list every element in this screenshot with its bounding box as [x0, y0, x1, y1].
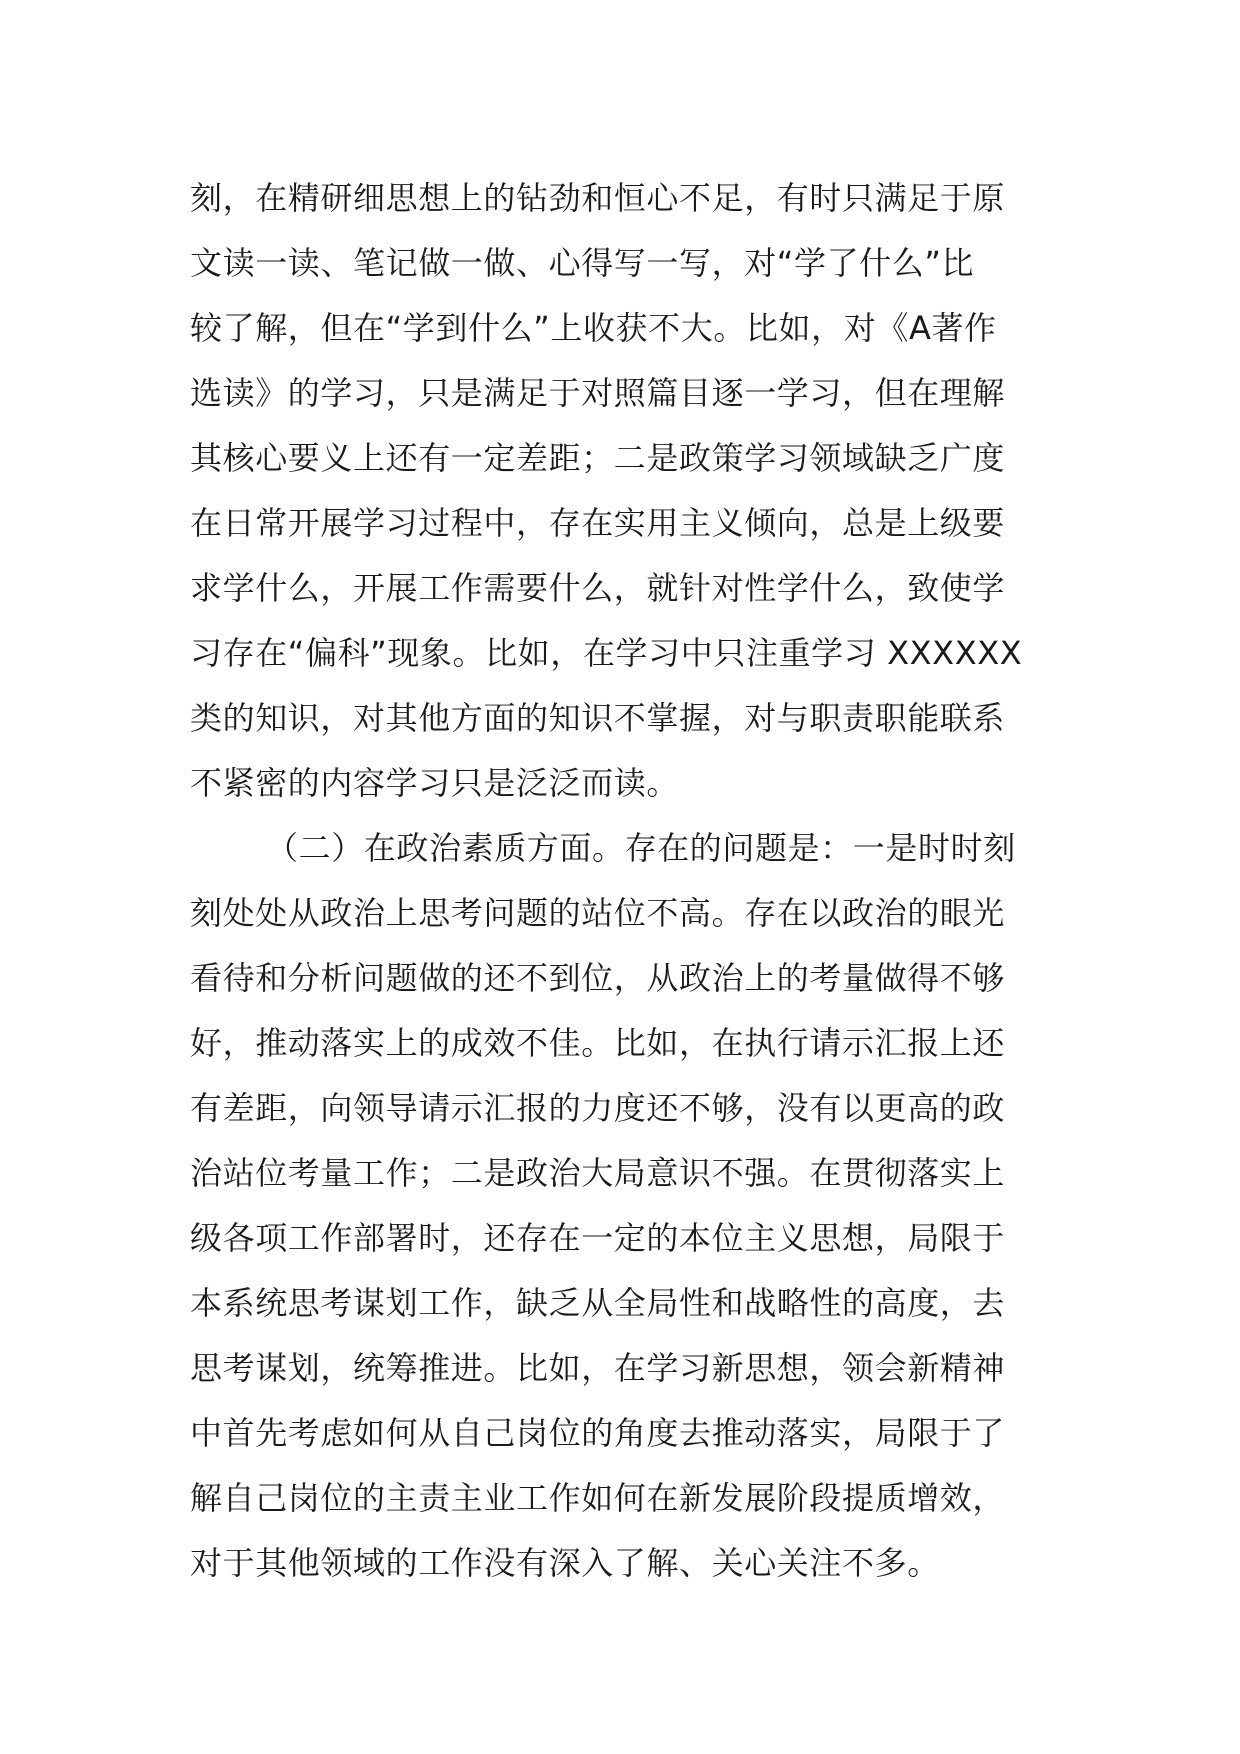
- text-line-10: 不紧密的内容学习只是泛泛而读。: [190, 764, 680, 802]
- text-line-13: 看待和分析问题做的还不到位，从政治上的考量做得不够: [190, 959, 1006, 997]
- text-line-6: 在日常开展学习过程中，存在实用主义倾向，总是上级要: [190, 504, 1006, 542]
- text-line-16: 治站位考量工作；二是政治大局意识不强。在贯彻落实上: [190, 1154, 1006, 1192]
- text-line-12: 刻处处从政治上思考问题的站位不高。存在以政治的眼光: [190, 894, 1006, 932]
- section-heading-line: （二）在政治素质方面。存在的问题是：一是时时刻: [266, 829, 1016, 867]
- text-line-5: 其核心要义上还有一定差距；二是政策学习领域缺乏广度: [190, 439, 1006, 477]
- text-line-15: 有差距，向领导请示汇报的力度还不够，没有以更高的政: [190, 1089, 1006, 1127]
- text-line-9: 类的知识，对其他方面的知识不掌握，对与职责职能联系: [190, 699, 1006, 737]
- text-line-3: 较了解，但在“学到什么”上收获不大。比如，对《A著作: [190, 309, 997, 347]
- text-line-2: 文读一读、笔记做一做、心得写一写，对“学了什么”比: [190, 244, 975, 282]
- text-line-17: 级各项工作部署时，还存在一定的本位主义思想，局限于: [190, 1219, 1006, 1257]
- text-line-7: 求学什么，开展工作需要什么，就针对性学什么，致使学: [190, 569, 1006, 607]
- text-line-8: 习存在“偏科”现象。比如，在学习中只注重学习 XXXXXX: [190, 634, 1023, 672]
- text-line-1: 刻，在精研细思想上的钻劲和恒心不足，有时只满足于原: [190, 179, 1006, 217]
- text-line-14: 好，推动落实上的成效不佳。比如，在执行请示汇报上还: [190, 1024, 1006, 1062]
- text-line-22: 对于其他领域的工作没有深入了解、关心关注不多。: [190, 1544, 940, 1582]
- text-line-21: 解自己岗位的主责主业工作如何在新发展阶段提质增效，: [190, 1479, 1006, 1517]
- text-line-4: 选读》的学习，只是满足于对照篇目逐一学习，但在理解: [190, 374, 1006, 412]
- text-line-20: 中首先考虑如何从自己岗位的角度去推动落实，局限于了: [190, 1414, 1006, 1452]
- text-line-19: 思考谋划，统筹推进。比如，在学习新思想，领会新精神: [190, 1349, 1006, 1387]
- text-line-18: 本系统思考谋划工作，缺乏从全局性和战略性的高度，去: [190, 1284, 1006, 1322]
- document-body: [190, 166, 1060, 1596]
